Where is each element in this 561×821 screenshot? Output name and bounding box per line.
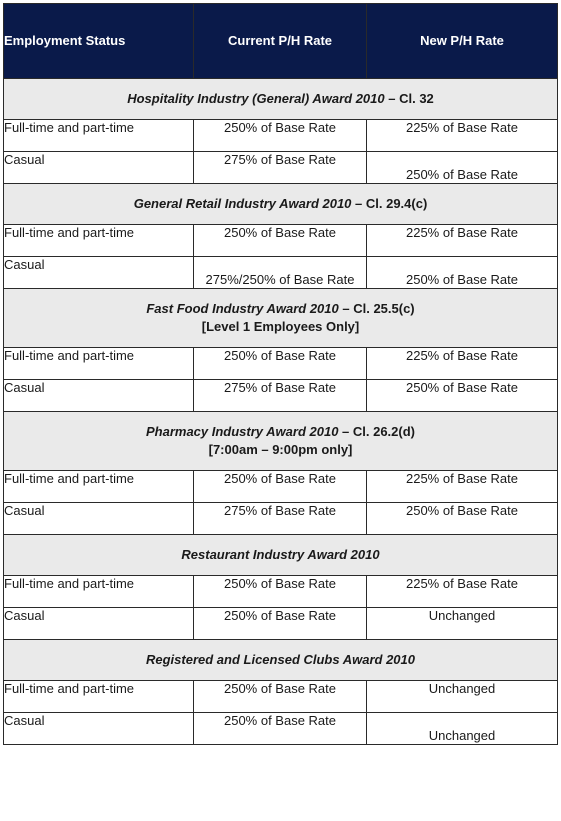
award-heading [4, 412, 558, 471]
new-rate-cell: 225% of Base Rate [367, 471, 558, 503]
table-body [4, 79, 558, 745]
table-row [4, 713, 558, 745]
employment-status-cell: Full-time and part-time [4, 681, 194, 713]
new-rate-cell: 225% of Base Rate [367, 225, 558, 257]
table-row [4, 257, 558, 289]
award-note: [7:00am – 9:00pm only] [208, 442, 353, 457]
current-rate-cell: 250% of Base Rate [194, 348, 367, 380]
employment-status-cell: Casual [4, 608, 194, 640]
new-rate-cell: 225% of Base Rate [367, 576, 558, 608]
employment-status-cell: Full-time and part-time [4, 471, 194, 503]
award-heading [4, 79, 558, 120]
award-title: Hospitality Industry (General) Award 2010 [127, 91, 385, 106]
award-heading [4, 184, 558, 225]
current-rate-cell: 275% of Base Rate [194, 380, 367, 412]
award-title: Pharmacy Industry Award 2010 [145, 424, 339, 439]
award-row [4, 184, 558, 225]
new-rate-cell: 250% of Base Rate [367, 257, 558, 289]
award-note: [Level 1 Employees Only] [201, 319, 360, 334]
award-title: Restaurant Industry Award 2010 [181, 547, 380, 562]
current-rate-cell: 250% of Base Rate [194, 608, 367, 640]
table-row [4, 225, 558, 257]
employment-status-cell: Full-time and part-time [4, 348, 194, 380]
current-rate-cell: 250% of Base Rate [194, 471, 367, 503]
header-row [4, 4, 558, 79]
employment-status-cell: Casual [4, 713, 194, 745]
new-rate-cell: Unchanged [367, 681, 558, 713]
award-heading [4, 640, 558, 681]
current-rate-cell: 275%/250% of Base Rate [194, 257, 367, 289]
table-row [4, 608, 558, 640]
award-title: General Retail Industry Award 2010 [133, 196, 352, 211]
table-row [4, 576, 558, 608]
employment-status-cell: Full-time and part-time [4, 225, 194, 257]
employment-status-cell: Full-time and part-time [4, 576, 194, 608]
award-clause: – Cl. 25.5(c) [338, 301, 415, 316]
award-clause: – Cl. 32 [384, 91, 434, 106]
employment-status-cell: Casual [4, 503, 194, 535]
table-row [4, 681, 558, 713]
award-row [4, 79, 558, 120]
header-current-rate: Current P/H Rate [194, 4, 367, 79]
award-title: Registered and Licensed Clubs Award 2010 [146, 652, 415, 667]
new-rate-cell: 225% of Base Rate [367, 348, 558, 380]
new-rate-cell: 225% of Base Rate [367, 120, 558, 152]
award-heading [4, 535, 558, 576]
award-title: Fast Food Industry Award 2010 [146, 301, 339, 316]
award-clause: – Cl. 29.4(c) [351, 196, 428, 211]
table-row [4, 120, 558, 152]
award-clause: – Cl. 26.2(d) [338, 424, 415, 439]
employment-status-cell: Full-time and part-time [4, 120, 194, 152]
table-row [4, 503, 558, 535]
table-row [4, 348, 558, 380]
award-row [4, 535, 558, 576]
header-new-rate: New P/H Rate [367, 4, 558, 79]
award-row [4, 640, 558, 681]
current-rate-cell: 250% of Base Rate [194, 576, 367, 608]
new-rate-cell: 250% of Base Rate [367, 503, 558, 535]
employment-status-cell: Casual [4, 257, 194, 289]
current-rate-cell: 250% of Base Rate [194, 713, 367, 745]
new-rate-cell: 250% of Base Rate [367, 380, 558, 412]
award-heading [4, 289, 558, 348]
employment-status-cell: Casual [4, 380, 194, 412]
employment-status-cell: Casual [4, 152, 194, 184]
table-row [4, 380, 558, 412]
new-rate-cell: Unchanged [367, 713, 558, 745]
award-row [4, 289, 558, 348]
rates-table [3, 3, 558, 745]
current-rate-cell: 250% of Base Rate [194, 225, 367, 257]
current-rate-cell: 275% of Base Rate [194, 152, 367, 184]
table-row [4, 471, 558, 503]
current-rate-cell: 250% of Base Rate [194, 681, 367, 713]
current-rate-cell: 250% of Base Rate [194, 120, 367, 152]
table-row [4, 152, 558, 184]
new-rate-cell: 250% of Base Rate [367, 152, 558, 184]
current-rate-cell: 275% of Base Rate [194, 503, 367, 535]
award-row [4, 412, 558, 471]
header-employment-status: Employment Status [4, 4, 194, 79]
new-rate-cell: Unchanged [367, 608, 558, 640]
